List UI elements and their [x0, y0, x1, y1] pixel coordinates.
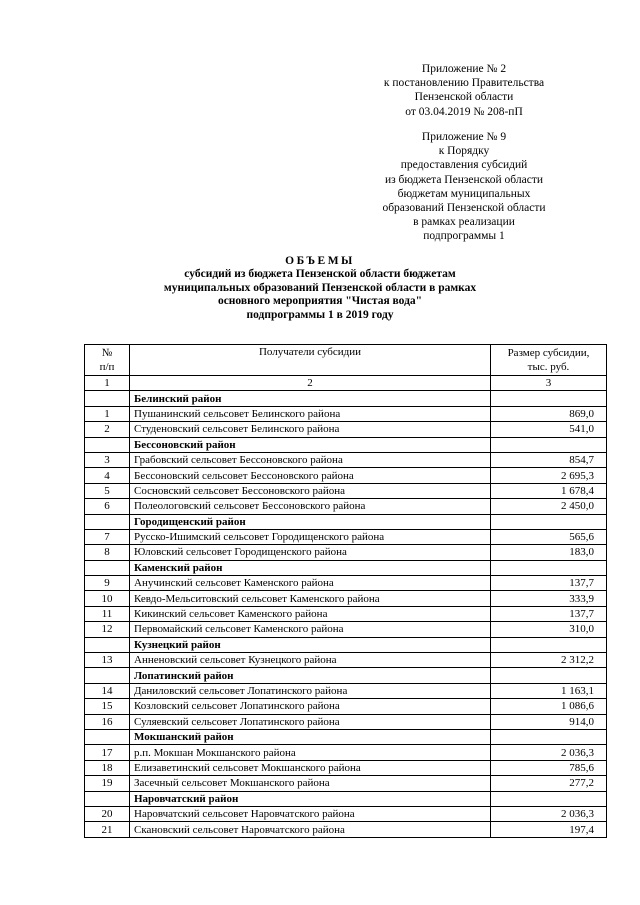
district-row	[85, 514, 607, 529]
subsidy-amount: 137,7	[491, 606, 607, 621]
appendix-main-line: к постановлению Правительства	[383, 77, 545, 90]
row-number: 15	[85, 699, 130, 714]
appendix-sub-line: бюджетам муниципальных	[397, 187, 531, 200]
table-row	[85, 683, 607, 698]
subsidy-amount: 541,0	[491, 422, 607, 437]
district-amount-cell	[491, 437, 607, 452]
district-number-cell	[85, 391, 130, 406]
district-number-cell	[85, 560, 130, 575]
recipient-name: Сосновский сельсовет Бессоновского района	[130, 483, 491, 498]
row-number: 10	[85, 591, 130, 606]
row-number: 7	[85, 529, 130, 544]
header-amount-line: тыс. руб.	[527, 361, 570, 373]
header-amount-line: Размер субсидии,	[507, 347, 590, 359]
district-name: Бессоновский район	[130, 437, 491, 452]
subsidy-amount: 310,0	[491, 622, 607, 637]
appendix-main-line: Пензенской области	[414, 91, 514, 104]
recipient-name: Даниловский сельсовет Лопатинского района	[130, 683, 491, 698]
row-number: 11	[85, 606, 130, 621]
subsidy-amount: 2 312,2	[491, 653, 607, 668]
district-name: Мокшанский район	[130, 729, 491, 744]
district-number-cell	[85, 668, 130, 683]
table-row	[85, 452, 607, 467]
table-row	[85, 468, 607, 483]
district-name: Городищенский район	[130, 514, 491, 529]
table-row	[85, 545, 607, 560]
row-number: 19	[85, 776, 130, 791]
appendix-sub-line: Приложение № 9	[421, 131, 507, 143]
row-number: 12	[85, 622, 130, 637]
recipient-name: Анненовский сельсовет Кузнецкого района	[130, 653, 491, 668]
table-header-row	[85, 345, 607, 376]
district-name: Белинский район	[130, 391, 491, 406]
subsidy-amount: 333,9	[491, 591, 607, 606]
subsidy-amount: 854,7	[491, 452, 607, 467]
district-number-cell	[85, 637, 130, 652]
header-number-line: №	[101, 347, 113, 359]
appendix-main	[364, 62, 564, 119]
recipient-name: р.п. Мокшан Мокшанского района	[130, 745, 491, 760]
table-row	[85, 699, 607, 714]
table-row	[85, 422, 607, 437]
district-name: Каменский район	[130, 560, 491, 575]
district-amount-cell	[491, 729, 607, 744]
district-number-cell	[85, 437, 130, 452]
subsidy-amount: 2 450,0	[491, 499, 607, 514]
document-title: ОБЪЕМЫ	[285, 255, 355, 267]
table-row	[85, 745, 607, 760]
column-index: 2	[130, 376, 491, 391]
district-amount-cell	[491, 791, 607, 806]
table-row	[85, 622, 607, 637]
subsidy-amount: 1 163,1	[491, 683, 607, 698]
recipient-name: Русско-Ишимский сельсовет Городищенского района	[130, 529, 491, 544]
recipient-name: Кевдо-Мельситовский сельсовет Каменского района	[130, 591, 491, 606]
recipient-name: Елизаветинский сельсовет Мокшанского района	[130, 760, 491, 775]
row-number: 21	[85, 822, 130, 837]
district-amount-cell	[491, 668, 607, 683]
district-amount-cell	[491, 391, 607, 406]
table-row	[85, 653, 607, 668]
recipient-name: Наровчатский сельсовет Наровчатского района	[130, 806, 491, 821]
district-row	[85, 437, 607, 452]
district-number-cell	[85, 791, 130, 806]
subsidy-amount: 137,7	[491, 576, 607, 591]
district-amount-cell	[491, 560, 607, 575]
table-row	[85, 483, 607, 498]
row-number: 5	[85, 483, 130, 498]
appendix-sub-line: в рамках реализации	[413, 216, 515, 229]
subsidy-amount: 914,0	[491, 714, 607, 729]
district-row	[85, 791, 607, 806]
subsidy-amount: 197,4	[491, 822, 607, 837]
header-number	[85, 345, 130, 376]
table-row	[85, 576, 607, 591]
table-row	[85, 806, 607, 821]
subsidy-amount: 1 086,6	[491, 699, 607, 714]
row-number: 14	[85, 683, 130, 698]
table-body	[85, 391, 607, 837]
appendix-main-line: от 03.04.2019 № 208-пП	[405, 105, 523, 118]
heading-line: подпрограммы 1 в 2019 году	[246, 308, 394, 321]
subsidy-amount: 183,0	[491, 545, 607, 560]
recipient-name: Студеновский сельсовет Белинского района	[130, 422, 491, 437]
row-number: 6	[85, 499, 130, 514]
column-index-row	[85, 376, 607, 391]
table-row	[85, 499, 607, 514]
header-recipient: Получатели субсидии	[130, 345, 491, 376]
appendix-sub-line: подпрограммы 1	[423, 230, 505, 243]
row-number: 16	[85, 714, 130, 729]
row-number: 3	[85, 452, 130, 467]
district-number-cell	[85, 729, 130, 744]
row-number: 20	[85, 806, 130, 821]
header-amount	[491, 345, 607, 376]
recipient-name: Суляевский сельсовет Лопатинского района	[130, 714, 491, 729]
subsidy-table	[84, 344, 607, 838]
recipient-name: Юловский сельсовет Городищенского района	[130, 545, 491, 560]
recipient-name: Скановский сельсовет Наровчатского района	[130, 822, 491, 837]
district-row	[85, 560, 607, 575]
subsidy-amount: 565,6	[491, 529, 607, 544]
district-name: Кузнецкий район	[130, 637, 491, 652]
table-row	[85, 591, 607, 606]
row-number: 17	[85, 745, 130, 760]
appendix-sub-line: образований Пензенской области	[382, 202, 546, 215]
district-amount-cell	[491, 514, 607, 529]
recipient-name: Полеологовский сельсовет Бессоновского района	[130, 499, 491, 514]
table-row	[85, 760, 607, 775]
subsidy-amount: 277,2	[491, 776, 607, 791]
subsidy-amount: 2 695,3	[491, 468, 607, 483]
subsidy-amount: 2 036,3	[491, 806, 607, 821]
appendix-sub-line: к Порядку	[438, 145, 490, 158]
heading-line: субсидий из бюджета Пензенской области бюджетам	[184, 268, 456, 281]
column-index: 3	[491, 376, 607, 391]
document-heading	[0, 255, 640, 322]
district-amount-cell	[491, 637, 607, 652]
recipient-name: Бессоновский сельсовет Бессоновского района	[130, 468, 491, 483]
recipient-name: Засечный сельсовет Мокшанского района	[130, 776, 491, 791]
row-number: 2	[85, 422, 130, 437]
subsidy-amount: 2 036,3	[491, 745, 607, 760]
subsidy-amount: 1 678,4	[491, 483, 607, 498]
recipient-name: Кикинский сельсовет Каменского района	[130, 606, 491, 621]
recipient-name: Грабовский сельсовет Бессоновского района	[130, 452, 491, 467]
recipient-name: Пушанинский сельсовет Белинского района	[130, 406, 491, 421]
recipient-name: Козловский сельсовет Лопатинского района	[130, 699, 491, 714]
district-row	[85, 668, 607, 683]
table-row	[85, 822, 607, 837]
heading-line: основного мероприятия "Чистая вода"	[217, 295, 423, 308]
district-row	[85, 729, 607, 744]
appendix-sub-line: предоставления субсидий	[400, 159, 528, 172]
row-number: 1	[85, 406, 130, 421]
table-row	[85, 776, 607, 791]
district-row	[85, 637, 607, 652]
column-index: 1	[85, 376, 130, 391]
district-name: Наровчатский район	[130, 791, 491, 806]
recipient-name: Первомайский сельсовет Каменского района	[130, 622, 491, 637]
row-number: 18	[85, 760, 130, 775]
district-number-cell	[85, 514, 130, 529]
district-row	[85, 391, 607, 406]
appendix-sub	[364, 130, 564, 244]
row-number: 9	[85, 576, 130, 591]
header-number-line: п/п	[99, 361, 115, 373]
row-number: 8	[85, 545, 130, 560]
subsidy-amount: 869,0	[491, 406, 607, 421]
subsidy-amount: 785,6	[491, 760, 607, 775]
heading-line: муниципальных образований Пензенской области в рамках	[163, 281, 477, 294]
table-row	[85, 606, 607, 621]
row-number: 4	[85, 468, 130, 483]
district-name: Лопатинский район	[130, 668, 491, 683]
row-number: 13	[85, 653, 130, 668]
appendix-main-line: Приложение № 2	[421, 63, 507, 75]
table-row	[85, 714, 607, 729]
table-row	[85, 406, 607, 421]
table-row	[85, 529, 607, 544]
appendix-sub-line: из бюджета Пензенской области	[384, 173, 544, 186]
recipient-name: Анучинский сельсовет Каменского района	[130, 576, 491, 591]
